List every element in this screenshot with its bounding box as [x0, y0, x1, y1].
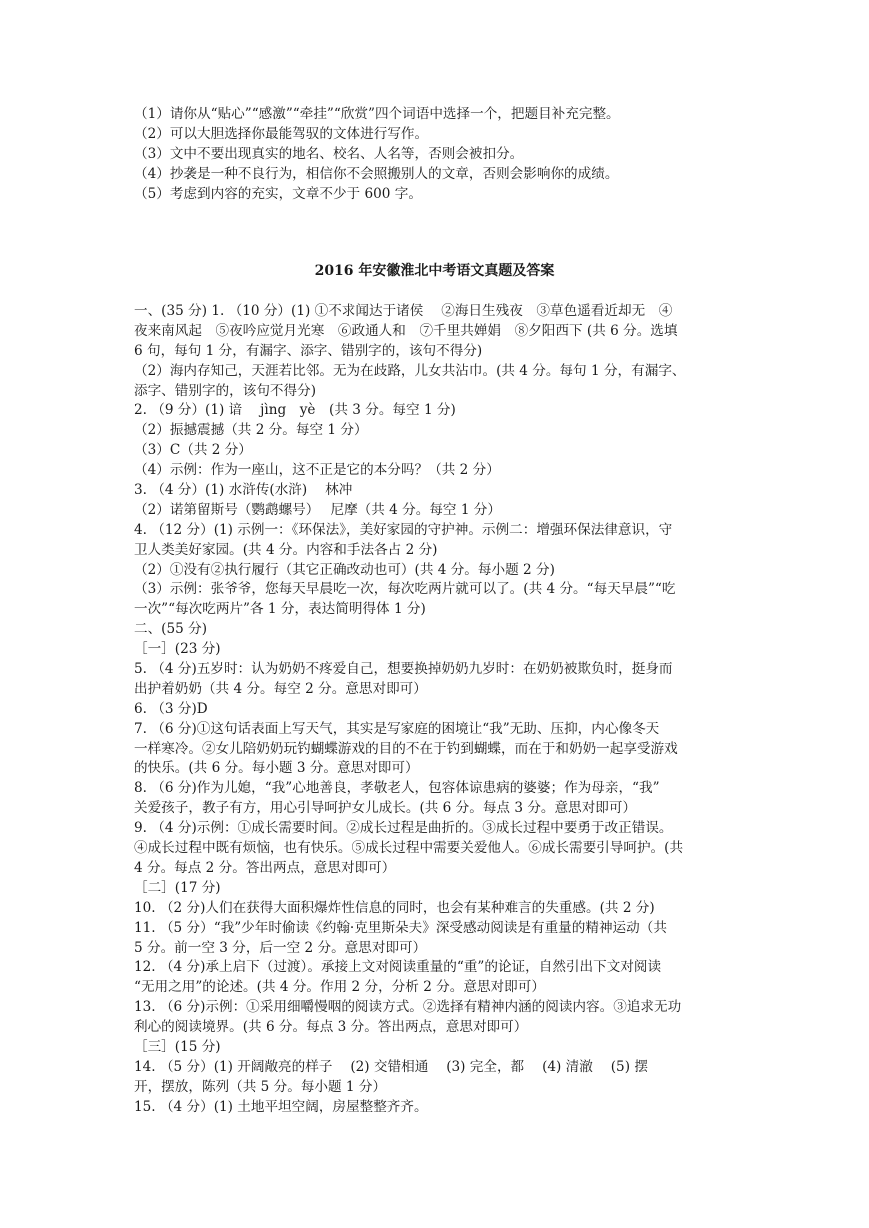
answer-line: 出护着奶奶（共 4 分。每空 2 分。意思对即可） [134, 680, 427, 697]
answer-line: “无用之用”的论述。(共 4 分。作用 2 分，分析 2 分。意思对即可） [134, 979, 545, 996]
requirement-line: （2）可以大胆选择你最能驾驭的文体进行写作。 [134, 126, 429, 142]
answer-line: 11. （5 分）“我”少年时偷读《约翰·克里斯朵夫》深受感动阅读是有重量的精神运动（共 [134, 919, 667, 936]
answer-line: 5. （4 分)五岁时：认为奶奶不疼爱自己，想要换掉奶奶九岁时：在奶奶被欺负时，挺身而 [134, 661, 673, 678]
answer-line: 6 句，每句 1 分，有漏字、添字、错别字的，该句不得分) [134, 342, 483, 359]
answer-line: 一样寒冷。②女儿陪奶奶玩钓蝴蝶游戏的目的不在于钓到蝴蝶，而在于和奶奶一起享受游戏 [134, 740, 678, 757]
answer-line: （2）振撼震撼（共 2 分。每空 1 分） [134, 422, 368, 439]
answer-line: （3）C（共 2 分） [134, 442, 252, 459]
answer-line: 的快乐。(共 6 分。每小题 3 分。意思对即可） [134, 760, 419, 777]
answer-line: 12. （4 分)承上启下（过渡）。承接上文对阅读重量的“重”的论证，自然引出下文对阅读 [134, 959, 662, 976]
answer-line: 关爱孩子，教子有方，用心引导呵护女儿成长。(共 6 分。每点 3 分。意思对即可） [134, 800, 637, 817]
answer-line: 4. （12 分）(1) 示例一：《环保法》，美好家园的守护神。示例二：增强环保法律意识，守 [134, 521, 673, 538]
answer-line: 3. （4 分）(1) 水浒传(水浒) 林冲 [134, 482, 353, 499]
answer-key [134, 302, 740, 1118]
answer-line: 5 分。前一空 3 分，后一空 2 分。意思对即可） [134, 939, 427, 956]
answer-line: 7. （6 分)①这句话表面上写天气，其实是写家庭的困境让“我”无助、压抑，内心像冬天 [134, 720, 660, 737]
answer-line: 6. （3 分)D [134, 700, 208, 717]
requirement-line: （5）考虑到内容的充实，文章不少于 600 字。 [134, 186, 422, 202]
answer-line: 一次”“每次吃两片”各 1 分，表达简明得体 1 分) [134, 601, 426, 618]
answer-line: 卫人类美好家园。(共 4 分。内容和手法各占 2 分) [134, 541, 438, 558]
answer-line: 夜来南风起 ⑤夜吟应觉月光寒 ⑥政通人和 ⑦千里共婵娟 ⑧夕阳西下 (共 6 分。选填 [134, 322, 678, 339]
answer-line: 添字、错别字的，该句不得分) [134, 382, 317, 399]
answer-line: （2）诺第留斯号（鹦鹉螺号） 尼摩（共 4 分。每空 1 分） [134, 501, 501, 518]
answer-line: 2. （9 分）(1) 谙 jìng yè (共 3 分。每空 1 分) [134, 402, 456, 419]
answer-line: 13. （6 分)示例：①采用细嚼慢咽的阅读方式。②选择有精神内涵的阅读内容。③追求无功 [134, 999, 682, 1016]
answer-line: 15. （4 分）(1) 土地平坦空阔，房屋整整齐齐。 [134, 1098, 428, 1115]
answer-line: 开，摆放，陈列（共 5 分。每小题 1 分） [134, 1078, 387, 1095]
answer-line: ［三］(15 分) [134, 1038, 221, 1055]
answer-line: （2）海内存知己，天涯若比邻。无为在歧路，儿女共沾巾。(共 4 分。每句 1 分，有漏字、 [134, 362, 686, 379]
answer-line: ［二］(17 分) [134, 879, 221, 896]
essay-requirements [134, 104, 774, 204]
answer-line: 一、(35 分) 1. （10 分）(1) ①不求闻达于诸侯 ②海日生残夜 ③草色遥看近却无 ④ [134, 303, 673, 319]
answer-line: 14. （5 分）(1) 开阔敞亮的样子 (2) 交错相通 (3) 完全，都 (4) 清澈 (5) 摆 [134, 1058, 648, 1075]
answer-line: 9. （4 分)示例：①成长需要时间。②成长过程是曲折的。③成长过程中要勇于改正错误。 [134, 820, 673, 837]
answer-line: 利心的阅读境界。(共 6 分。每点 3 分。答出两点，意思对即可） [134, 1019, 528, 1036]
answer-line: ④成长过程中既有烦恼，也有快乐。⑤成长过程中需要关爱他人。⑥成长需要引导呵护。(共 [134, 840, 684, 857]
answer-line: 二、(55 分) [134, 621, 208, 638]
answer-line: ［一］(23 分) [134, 641, 221, 658]
document-title: 2016 年安徽淮北中考语文真题及答案 [314, 263, 555, 279]
requirement-line: （3）文中不要出现真实的地名、校名、人名等，否则会被扣分。 [134, 146, 524, 162]
answer-line: 8. （6 分)作为儿媳，“我”心地善良，孝敬老人，包容体谅患病的婆婆；作为母亲，“我” [134, 780, 660, 797]
requirement-line: （4）抄袭是一种不良行为，相信你不会照搬别人的文章，否则会影响你的成绩。 [134, 166, 619, 182]
requirement-line: （1）请你从“贴心”“感激”“牵挂”“欣赏”四个词语中选择一个，把题目补充完整。 [134, 106, 620, 122]
answer-line: 4 分。每点 2 分。答出两点，意思对即可） [134, 859, 396, 876]
answer-line: （4）示例：作为一座山，这不正是它的本分吗？（共 2 分） [134, 462, 500, 479]
answer-line: （2）①没有②执行履行（其它正确改动也可）(共 4 分。每小题 2 分) [134, 561, 555, 578]
answer-line: 10. （2 分)人们在获得大面积爆炸性信息的同时，也会有某种难言的失重感。(共 2 分) [134, 899, 655, 916]
answer-line: （3）示例：张爷爷，您每天早晨吃一次，每次吃两片就可以了。(共 4 分。“每天早晨”“吃 [134, 581, 676, 598]
